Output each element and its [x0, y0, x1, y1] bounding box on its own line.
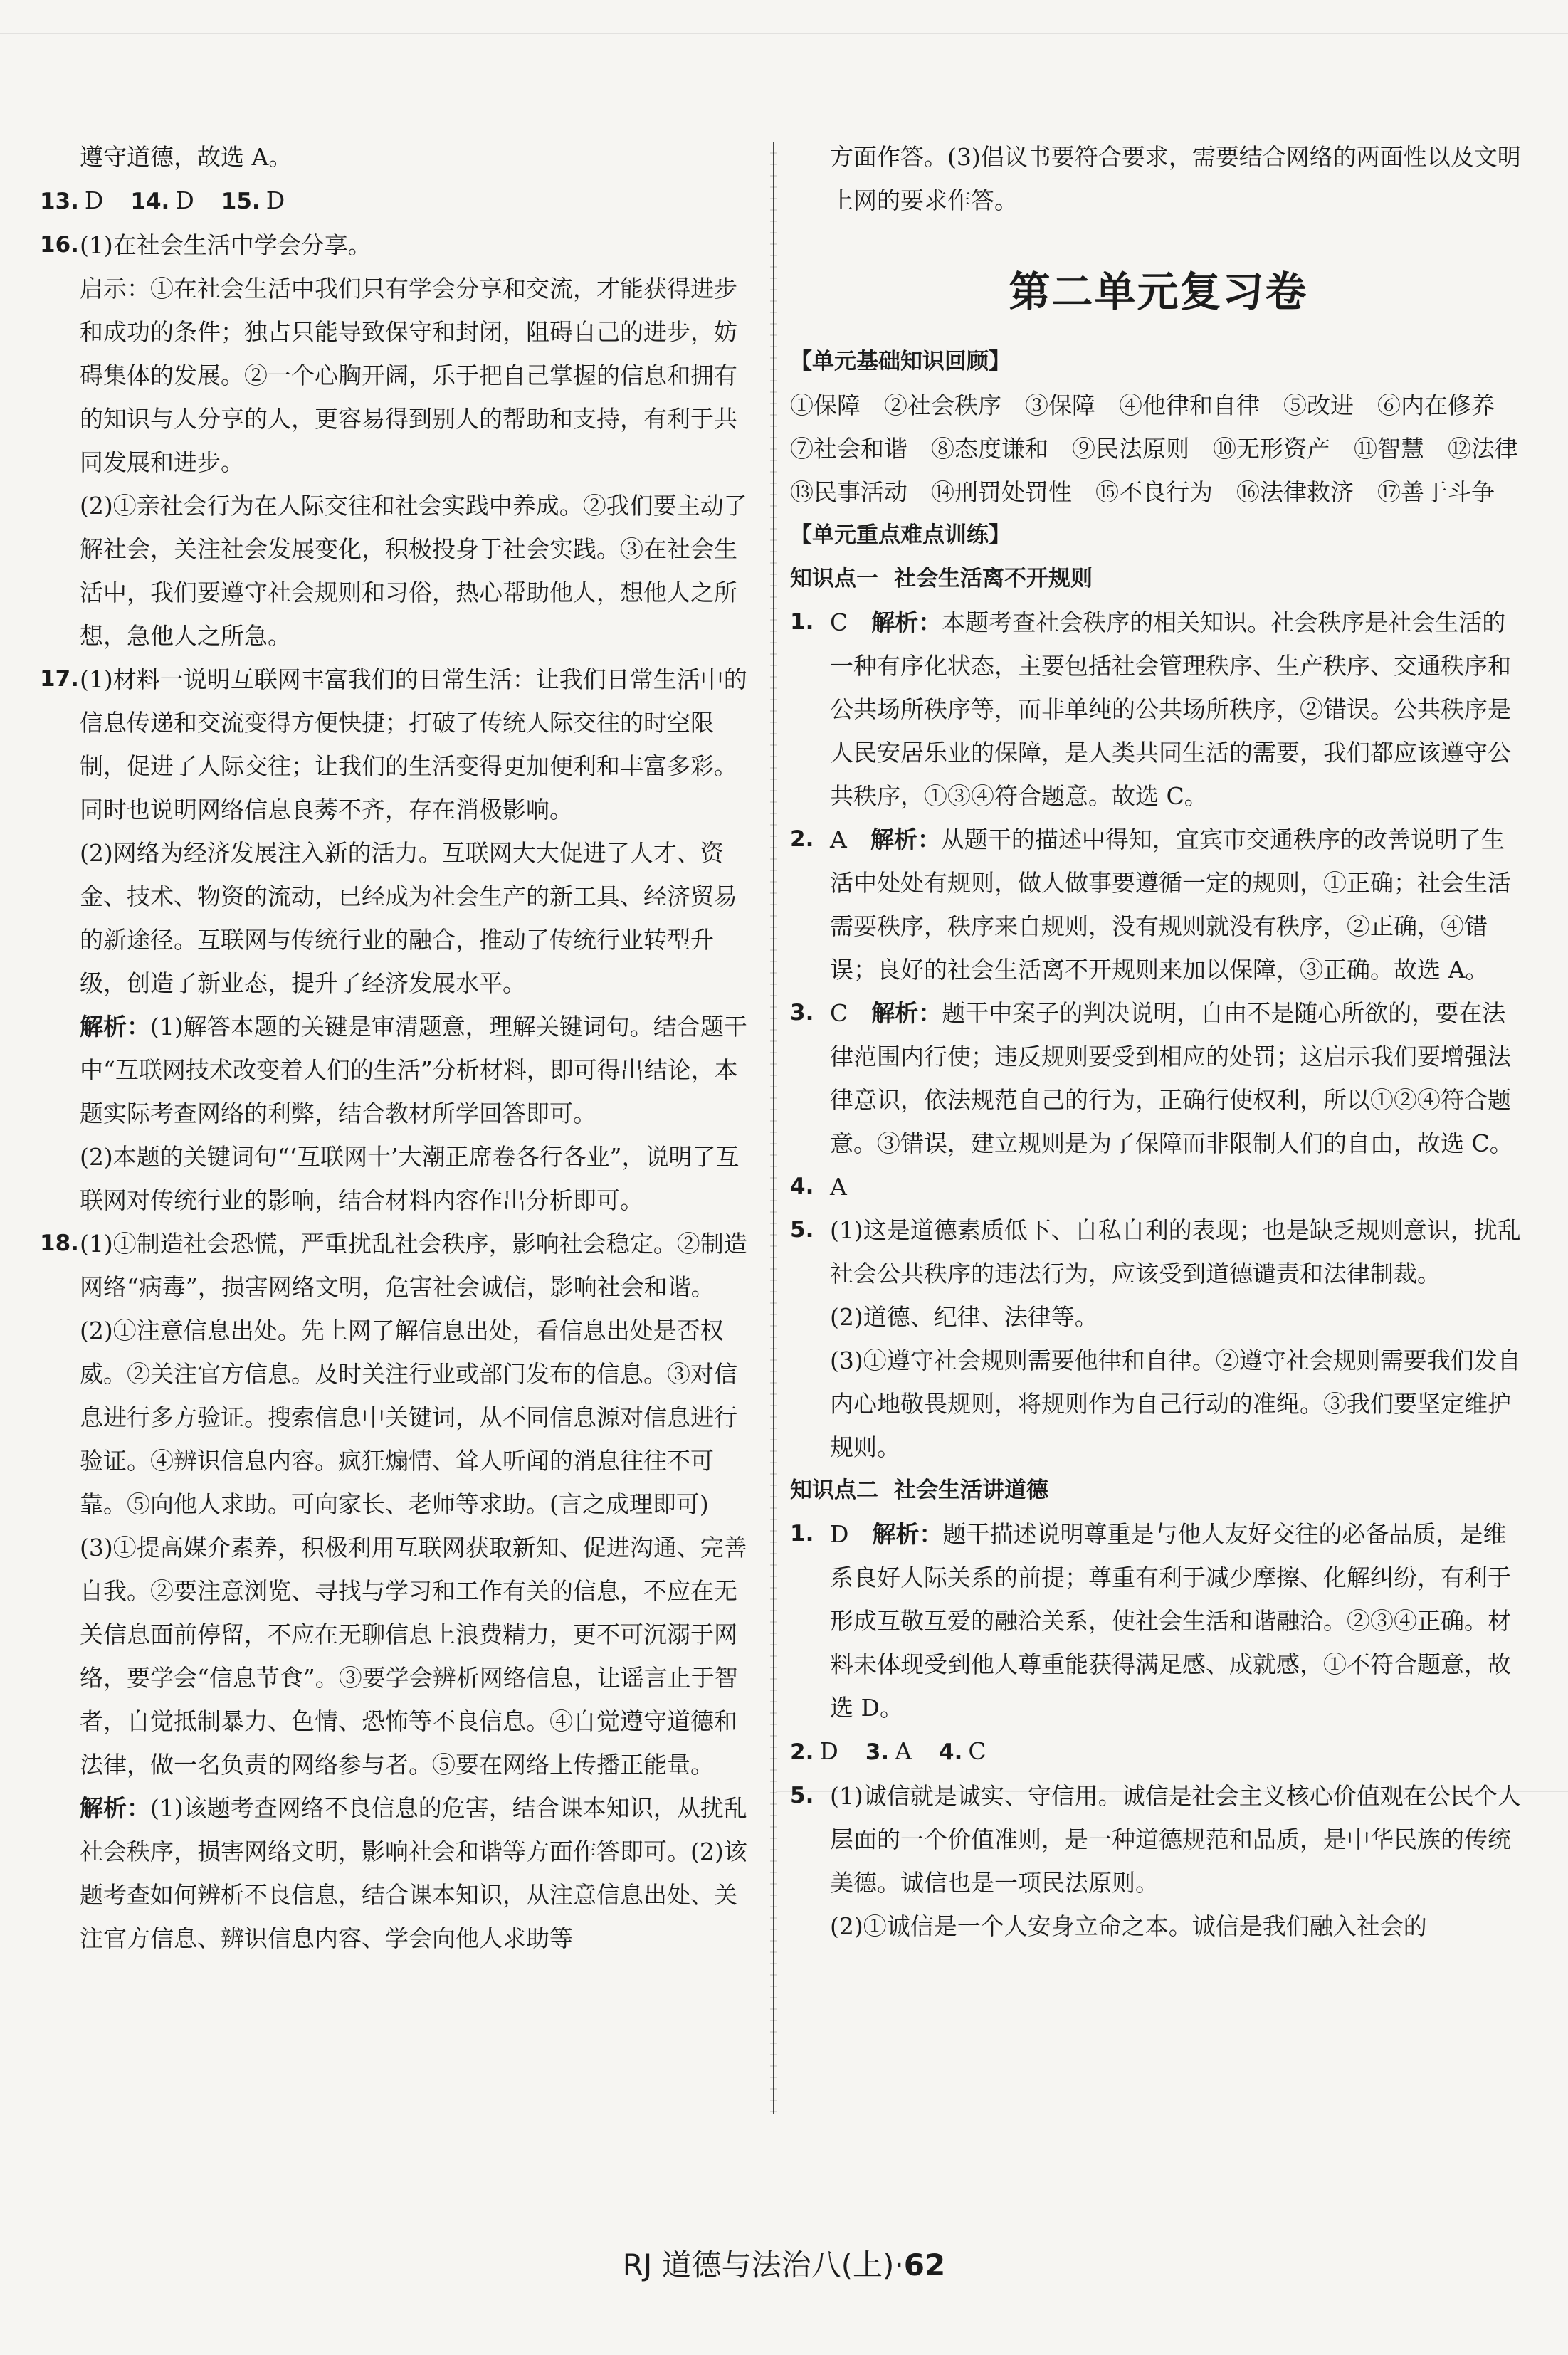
answer: A	[830, 826, 847, 853]
q-number: 3.	[865, 1739, 890, 1765]
knowledge-point-heading	[790, 557, 1527, 601]
q-number: 1.	[790, 1521, 814, 1547]
line-continuation: 方面作答。(3)倡议书要符合要求，需要结合网络的两面性以及文明上网的要求作答。	[830, 143, 1521, 214]
analysis-text: (1)解答本题的关键是审清题意，理解关键词句。结合题干中“互联网技术改变着人们的生活”分析材料，即可得出结论，本题实际考查网络的利弊，结合教材所学回答即可。	[80, 1013, 747, 1127]
q-number: 5.	[790, 1783, 814, 1808]
kp1-question-4	[790, 1165, 1527, 1208]
analysis-text: 题干描述说明尊重是与他人友好交往的必备品质，是维系良好人际关系的前提；尊重有利于减少摩擦、化解纠纷，有利于形成互敬互爱的融洽关系，使社会生活和谐融洽。②③④正确。材料未体现受到他人尊重能获得满足感、成就感，①不符合题意，故选 D。	[830, 1520, 1511, 1722]
analysis	[80, 1005, 759, 1135]
answer: D	[830, 1520, 849, 1548]
page-number: 62	[903, 2248, 946, 2282]
mc-answers-2-4	[790, 1729, 1527, 1774]
q-number: 16.	[40, 232, 79, 258]
page-footer	[0, 2242, 1568, 2285]
kp1-question-2	[790, 818, 1527, 991]
column-divider	[773, 142, 774, 2114]
analysis-text: 本题考查社会秩序的相关知识。社会秩序是社会生活的一种有序化状态，主要包括社会管理秩序、生产秩序、交通秩序和公共场所秩序等，而非单纯的公共场所秩序，②错误。公共秩序是人民安居乐业的保障，是人类共同生活的需要，我们都应该遵守公共秩序，①③④符合题意。故选 C。	[830, 608, 1511, 810]
answer-part: (1)①制造社会恐慌，严重扰乱社会秩序，影响社会稳定。②制造网络“病毒”，损害网络文明，危害社会诚信，影响社会和谐。	[80, 1230, 747, 1301]
answer: A	[895, 1737, 912, 1765]
answer: D	[819, 1737, 838, 1765]
kp-label: 知识点一	[790, 566, 878, 591]
answer-part: (1)诚信就是诚实、守信用。诚信是社会主义核心价值观在公民个人层面的一个价值准则，是一种道德规范和品质，是中华民族的传统美德。诚信也是一项民法原则。	[830, 1782, 1521, 1897]
mc-answers-13-15	[40, 179, 759, 223]
answer-part: (2)①亲社会行为在人际交往和社会实践中养成。②我们要主动了解社会，关注社会发展变化，积极投身于社会实践。③在社会生活中，我们要遵守社会规则和习俗，热心帮助他人，想他人之所想，急他人之所急。	[80, 492, 747, 650]
q-number: 15.	[221, 189, 261, 214]
line-continuation: 遵守道德，故选 A。	[80, 143, 293, 171]
answer-part: (2)①诚信是一个人安身立命之本。诚信是我们融入社会的	[830, 1912, 1427, 1940]
q-number: 2.	[790, 826, 814, 852]
answer: C	[830, 608, 848, 636]
q-number: 4.	[790, 1174, 814, 1199]
q-number: 17.	[40, 666, 79, 692]
knowledge-point-heading	[790, 1469, 1527, 1512]
analysis-text: (1)该题考查网络不良信息的危害，结合课本知识，从扰乱社会秩序，损害网络文明，影响社会和谐等方面作答即可。(2)该题考查如何辨析不良信息，结合课本知识，从注意信息出处、关注官方信息、辨识信息内容、学会向他人求助等	[80, 1794, 747, 1952]
kp-label: 知识点二	[790, 1477, 878, 1503]
q-number: 5.	[790, 1217, 814, 1243]
left-column	[40, 135, 759, 1960]
q-number: 2.	[790, 1739, 814, 1765]
question-17	[40, 658, 759, 1222]
analysis-label: 解析：	[871, 608, 942, 636]
kp-title: 社会生活讲道德	[894, 1477, 1048, 1503]
right-column	[790, 135, 1542, 1948]
analysis	[80, 1786, 759, 1960]
answer-part: (3)①遵守社会规则需要他律和自律。②遵守社会规则需要我们发自内心地敬畏规则，将规则作为自己行动的准绳。③我们要坚定维护规则。	[830, 1347, 1521, 1461]
kp1-question-1	[790, 601, 1527, 818]
analysis-text: 从题干的描述中得知，宜宾市交通秩序的改善说明了生活中处处有规则，做人做事要遵循一定的规则，①正确；社会生活需要秩序，秩序来自规则，没有规则就没有秩序，②正确，④错误；良好的社会生活离不开规则来加以保障，③正确。故选 A。	[830, 826, 1511, 984]
section-heading: 【 单元基础知识回顾 】	[790, 340, 1527, 384]
analysis-label: 解析：	[871, 999, 942, 1027]
answer-part: (1)在社会生活中学会分享。	[80, 231, 372, 259]
scan-line	[0, 33, 1568, 34]
q-number: 1.	[790, 609, 814, 635]
q-number: 14.	[130, 189, 170, 214]
knowledge-review: ①保障 ②社会秩序 ③保障 ④他律和自律 ⑤改进 ⑥内在修养 ⑦社会和谐 ⑧态度谦和 ⑨民法原则 ⑩无形资产 ⑪智慧 ⑫法律 ⑬民事活动 ⑭刑罚处罚性 ⑮不良行为 ⑯法律救济 ⑰善于斗争	[790, 391, 1542, 506]
unit-title: 第二单元复习卷	[1009, 268, 1308, 316]
answer-part: 启示：①在社会生活中我们只有学会分享和交流，才能获得进步和成功的条件；独占只能导致保守和封闭，阻碍自己的进步，妨碍集体的发展。②一个心胸开阔，乐于把自己掌握的信息和拥有的知识与人分享的人，更容易得到别人的帮助和支持，有利于共同发展和进步。	[80, 275, 737, 476]
footer-dot: ·	[894, 2248, 904, 2282]
q-number: 18.	[40, 1231, 79, 1256]
analysis-label: 解析：	[870, 826, 941, 853]
answer-part: (2)道德、纪律、法律等。	[830, 1303, 1098, 1331]
answer: A	[830, 1173, 847, 1201]
q-number: 4.	[939, 1739, 963, 1765]
analysis-label: 解析：	[872, 1520, 943, 1548]
q-number: 3.	[790, 1000, 814, 1026]
answer: D	[84, 186, 104, 214]
answer: C	[830, 999, 848, 1027]
kp2-question-5	[790, 1774, 1527, 1948]
kp-title: 社会生活离不开规则	[894, 566, 1093, 591]
analysis-label: 解析：	[80, 1794, 150, 1822]
kp1-question-3	[790, 991, 1527, 1165]
answer: D	[265, 186, 285, 214]
answer-part: (1)材料一说明互联网丰富我们的日常生活：让我们日常生活中的信息传递和交流变得方便快捷；打破了传统人际交往的时空限制，促进了人际交往；让我们的生活变得更加便利和丰富多彩。同时也说明网络信息良莠不齐，存在消极影响。	[80, 665, 747, 823]
kp1-question-5	[790, 1208, 1527, 1469]
answer-part: (1)这是道德素质低下、自私自利的表现；也是缺乏规则意识，扰乱社会公共秩序的违法行为，应该受到道德谴责和法律制裁。	[830, 1216, 1521, 1287]
answer: C	[968, 1737, 986, 1765]
question-18	[40, 1222, 759, 1960]
footer-label: RJ 道德与法治八(上)	[622, 2248, 895, 2282]
section-heading: 【 单元重点难点训练 】	[790, 514, 1527, 557]
answer-part: (2)网络为经济发展注入新的活力。互联网大大促进了人才、资金、技术、物资的流动，已经成为社会生产的新工具、经济贸易的新途径。互联网与传统行业的融合，推动了传统行业转型升级，创造了新业态，提升了经济发展水平。	[80, 839, 737, 997]
question-16	[40, 223, 759, 658]
answer-part: (2)①注意信息出处。先上网了解信息出处，看信息出处是否权威。②关注官方信息。及时关注行业或部门发布的信息。③对信息进行多方验证。搜索信息中关键词，从不同信息源对信息进行验证。④辨识信息内容。疯狂煽情、耸人听闻的消息往往不可靠。⑤向他人求助。可向家长、老师等求助。(言之成理即可)	[80, 1317, 737, 1518]
analysis-text: 题干中案子的判决说明，自由不是随心所欲的，要在法律范围内行使；违反规则要受到相应的处罚；这启示我们要增强法律意识，依法规范自己的行为，正确行使权利，所以①②④符合题意。③错误，建立规则是为了保障而非限制人们的自由，故选 C。	[830, 999, 1513, 1157]
analysis-label: 解析：	[80, 1013, 150, 1040]
kp2-question-1	[790, 1512, 1527, 1729]
q-number: 13.	[40, 189, 79, 214]
analysis-text: (2)本题的关键词句“‘互联网十’大潮正席卷各行各业”，说明了互联网对传统行业的影响，结合材料内容作出分析即可。	[80, 1143, 740, 1214]
answer-part: (3)①提高媒介素养，积极利用互联网获取新知、促进沟通、完善自我。②要注意浏览、寻找与学习和工作有关的信息，不应在无关信息面前停留，不应在无聊信息上浪费精力，更不可沉溺于网络，要学会“信息节食”。③要学会辨析网络信息，让谣言止于智者，自觉抵制暴力、色情、恐怖等不良信息。④自觉遵守道德和法律，做一名负责的网络参与者。⑤要在网络上传播正能量。	[80, 1534, 747, 1779]
answer: D	[175, 186, 194, 214]
